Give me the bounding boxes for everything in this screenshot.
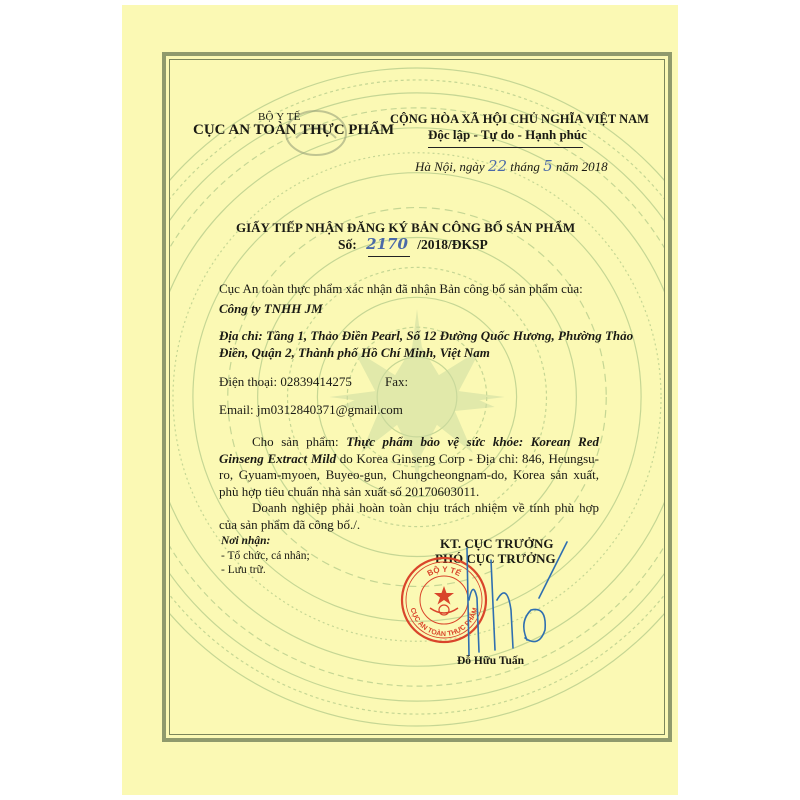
signer-name: Đỗ Hữu Tuấn <box>457 655 524 667</box>
svg-text:CỤC AN TOÀN THỰC PHẨM: CỤC AN TOÀN THỰC PHẨM <box>408 607 480 639</box>
recipient-item: - Tổ chức, cá nhân; <box>221 550 310 562</box>
agency-name: CỤC AN TOÀN THỰC PHẨM <box>193 122 395 138</box>
address-line-2: Điền, Quận 2, Thành phố Hồ Chí Minh, Việt Nam <box>219 345 490 360</box>
signer-role-line-2: PHÓ CỤC TRƯỞNG <box>435 551 556 566</box>
issue-date: Hà Nội, ngày 22 tháng 5 năm 2018 <box>415 157 608 175</box>
email-address: Email: jm0312840371@gmail.com <box>219 402 403 417</box>
ministry-name: BỘ Y TẾ <box>258 111 301 123</box>
national-motto: Độc lập - Tự do - Hạnh phúc <box>428 127 587 142</box>
address-line-1: Địa chỉ: Tầng 1, Thảo Điền Pearl, Số 12 Đường Quốc Hương, Phường Thảo <box>219 328 634 343</box>
title-underline <box>368 256 410 257</box>
company-name: Công ty TNHH JM <box>219 301 323 316</box>
recipients-label: Nơi nhận: <box>221 535 271 547</box>
handwritten-signature-icon <box>455 540 585 670</box>
recipient-item: - Lưu trữ. <box>221 564 266 576</box>
fax-label: Fax: <box>385 374 409 389</box>
product-name: Thực phẩm bảo vệ sức khỏe: Korean Red Ginseng Extract Mild <box>219 434 599 466</box>
product-paragraph: Cho sản phẩm: Thực phẩm bảo vệ sức khỏe: Korean Red Ginseng Extract Mild do Korea Ginseng Corp - Địa chỉ: 846, Heungsu-ro, Gyuam-myoen, Buyeo-gun, Chungcheongnam-do, Korea sản xuất, phù hợp tiêu chuẩn nhà sản xuất số 20170603011. <box>219 434 599 499</box>
signer-role-line-1: KT. CỤC TRƯỞNG <box>440 536 554 551</box>
responsibility-paragraph: Doanh nghiệp phải hoàn toàn chịu trách nhiệm về tính phù hợp của sản phẩm đã công bố./. <box>219 500 599 532</box>
handwritten-month: 5 <box>543 157 553 175</box>
intro-text: Cục An toàn thực phẩm xác nhận đã nhận Bản công bố sản phẩm của: <box>219 281 583 296</box>
handwritten-number: 2170 <box>366 235 408 253</box>
phone-number: Điện thoại: 02839414275 <box>219 374 352 389</box>
handwritten-day: 22 <box>487 157 508 175</box>
svg-text:BỘ Y TẾ: BỘ Y TẾ <box>425 564 463 579</box>
motto-underline <box>428 147 583 148</box>
nation-name: CỘNG HÒA XÃ HỘI CHỦ NGHĨA VIỆT NAM <box>390 112 649 126</box>
document-title: GIẤY TIẾP NHẬN ĐĂNG KÝ BẢN CÔNG BỐ SẢN PHẨM <box>236 220 576 235</box>
document-number: Số: 2170 /2018/ĐKSP <box>338 235 488 253</box>
